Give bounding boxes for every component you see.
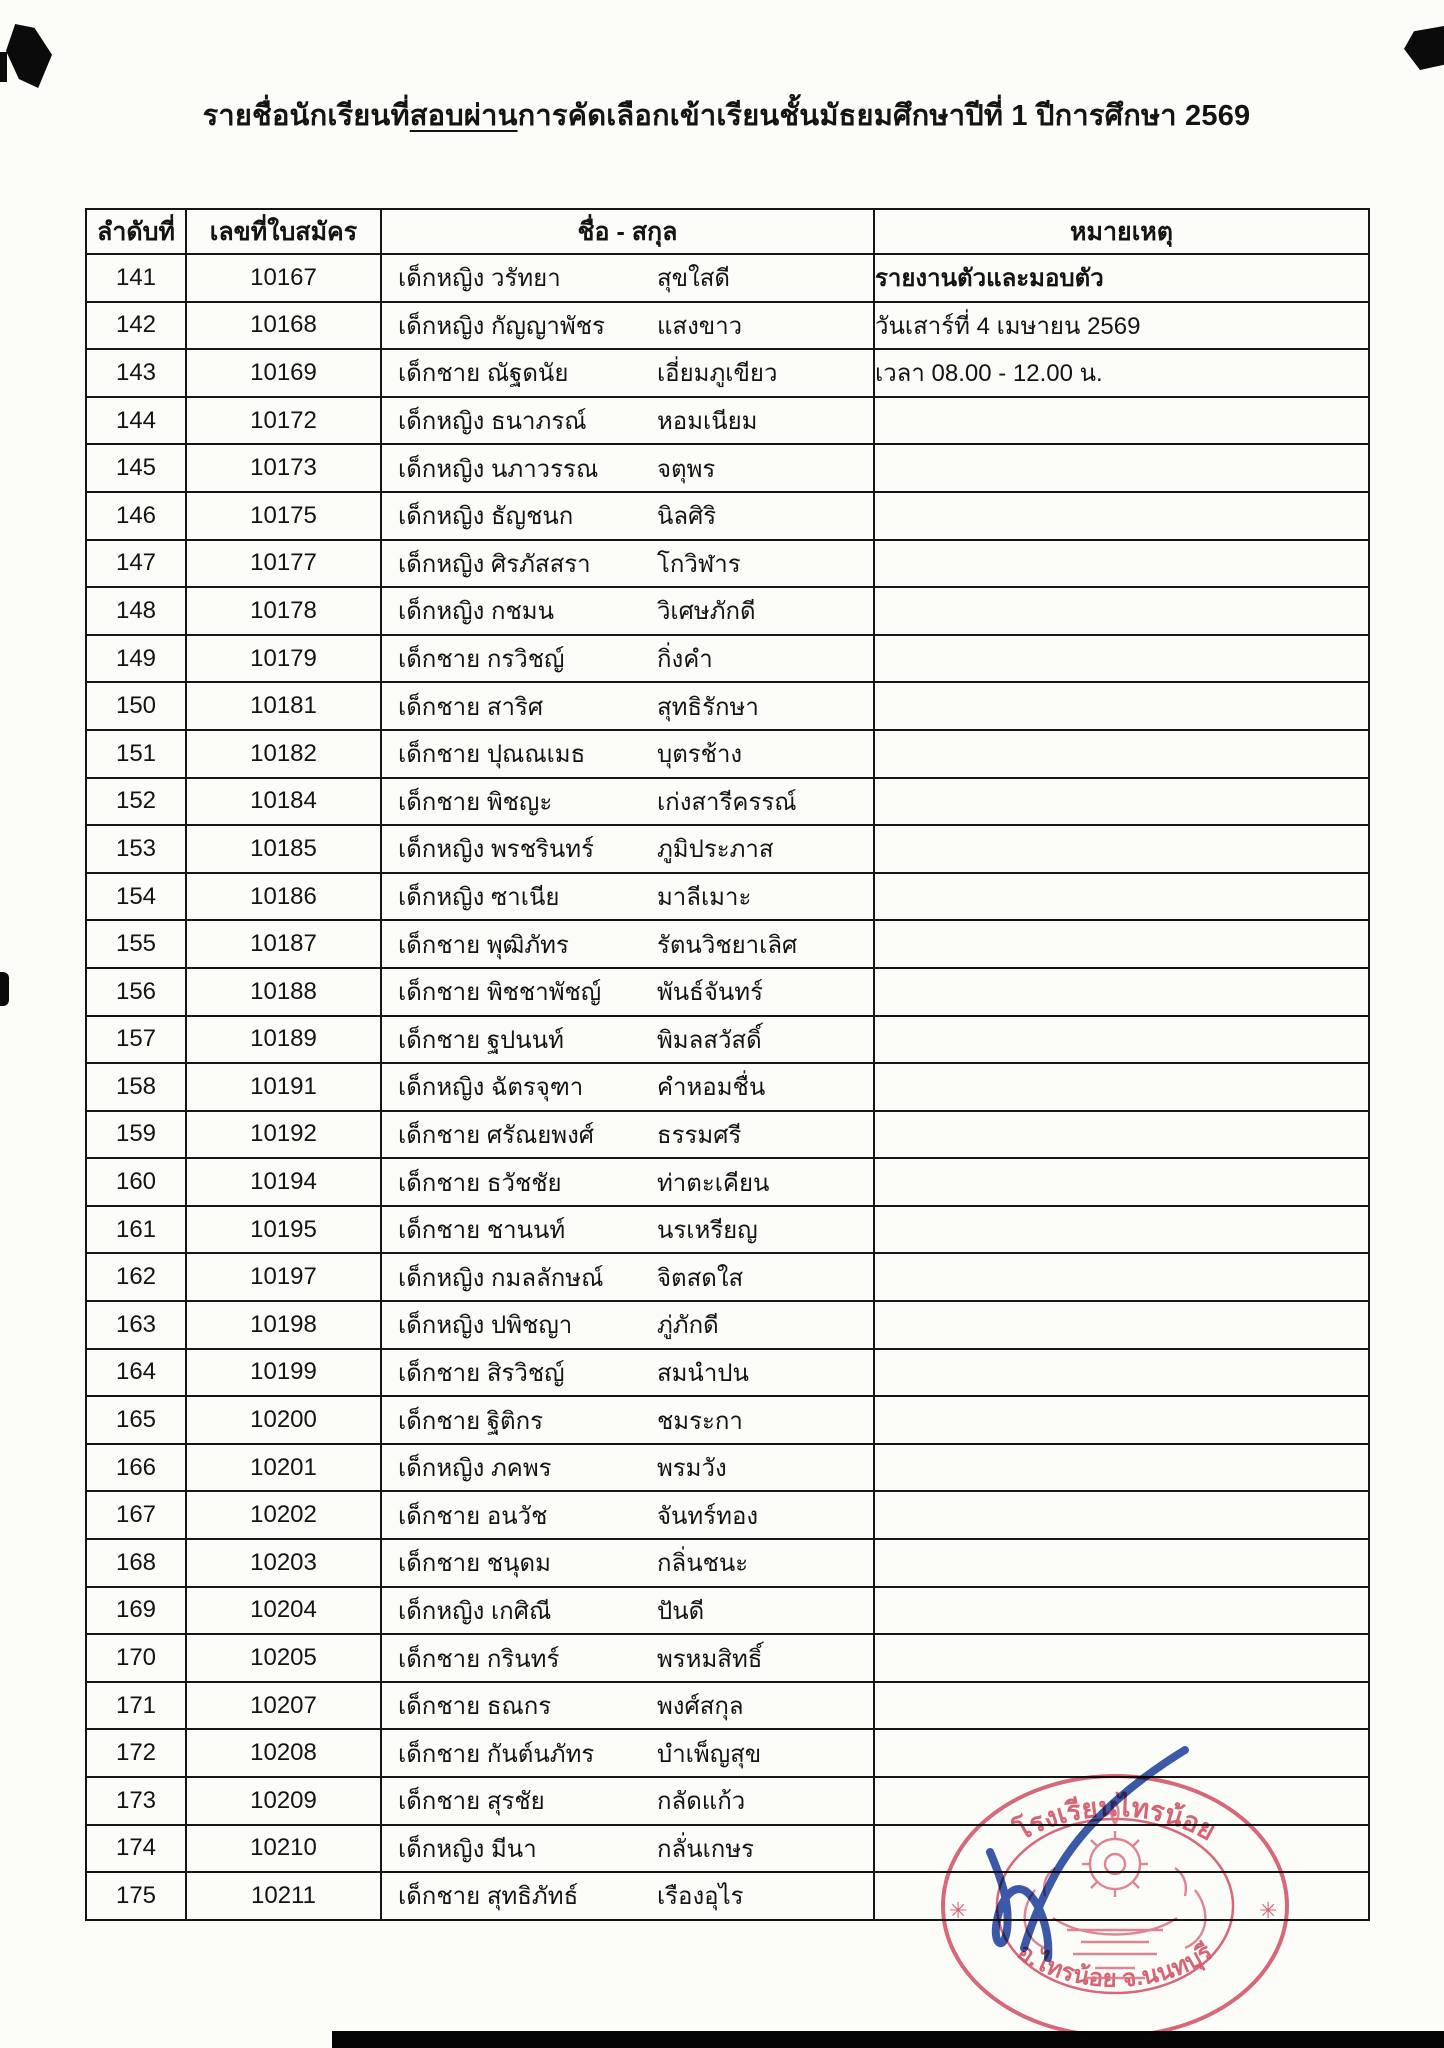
- row-given-name: เด็กหญิง ภคพร: [398, 1455, 552, 1483]
- row-name-cell: [381, 1729, 874, 1777]
- row-name-cell: [381, 778, 874, 826]
- table-row: [86, 1349, 1369, 1397]
- table-row: [86, 1491, 1369, 1539]
- row-surname: ชมระกา: [656, 1407, 743, 1435]
- table-row: [86, 1111, 1369, 1159]
- row-given-name: เด็กหญิง กัญญาพัชร: [398, 312, 605, 340]
- row-remark: [874, 1206, 1369, 1254]
- table-row: [86, 730, 1369, 778]
- row-number: 172: [86, 1729, 186, 1777]
- row-number: 147: [86, 540, 186, 588]
- row-number: 168: [86, 1539, 186, 1587]
- row-surname: พรหมสิทธิ์: [656, 1645, 763, 1673]
- row-name-cell: [381, 1016, 874, 1064]
- row-number: 149: [86, 635, 186, 683]
- row-surname: กลิ่นชนะ: [656, 1550, 749, 1578]
- row-application-number: 10204: [186, 1587, 381, 1635]
- row-remark: [874, 778, 1369, 826]
- row-name-cell: [381, 1349, 874, 1397]
- table-row: [86, 1063, 1369, 1111]
- table-row: [86, 1206, 1369, 1254]
- table-row: [86, 1253, 1369, 1301]
- row-surname: สมนำปน: [656, 1359, 749, 1387]
- signature: [960, 1730, 1220, 1980]
- row-name-cell: [381, 397, 874, 445]
- row-application-number: 10201: [186, 1444, 381, 1492]
- row-number: 162: [86, 1253, 186, 1301]
- row-remark: [874, 635, 1369, 683]
- row-number: 175: [86, 1872, 186, 1920]
- row-number: 157: [86, 1016, 186, 1064]
- table-row: [86, 302, 1369, 350]
- row-surname: ปันดี: [656, 1597, 705, 1625]
- row-remark: [874, 825, 1369, 873]
- row-remark: [874, 873, 1369, 921]
- row-number: 151: [86, 730, 186, 778]
- row-number: 170: [86, 1634, 186, 1682]
- row-number: 145: [86, 444, 186, 492]
- row-remark: [874, 540, 1369, 588]
- row-surname: เอี่ยมภูเขียว: [656, 360, 778, 388]
- row-surname: สุขใสดี: [656, 265, 730, 293]
- row-application-number: 10186: [186, 873, 381, 921]
- table-row: [86, 635, 1369, 683]
- row-given-name: เด็กชาย พุฒิภัทร: [398, 931, 569, 959]
- row-surname: จตุพร: [656, 455, 716, 483]
- row-application-number: 10187: [186, 920, 381, 968]
- row-given-name: เด็กหญิง เกศิณี: [398, 1597, 552, 1625]
- page-title: [85, 92, 1368, 138]
- row-number: 146: [86, 492, 186, 540]
- row-application-number: 10210: [186, 1825, 381, 1873]
- table-row: [86, 1444, 1369, 1492]
- row-given-name: เด็กหญิง วรัทยา: [398, 265, 561, 293]
- row-remark: [874, 1301, 1369, 1349]
- row-given-name: เด็กชาย ณัฐดนัย: [398, 360, 569, 388]
- row-application-number: 10197: [186, 1253, 381, 1301]
- row-given-name: เด็กชาย ชนุดม: [398, 1550, 551, 1578]
- row-application-number: 10203: [186, 1539, 381, 1587]
- row-given-name: เด็กหญิง ธัญชนก: [398, 503, 574, 531]
- row-number: 148: [86, 587, 186, 635]
- row-number: 152: [86, 778, 186, 826]
- row-given-name: เด็กหญิง ธนาภรณ์: [398, 408, 587, 436]
- row-name-cell: [381, 1777, 874, 1825]
- row-name-cell: [381, 1825, 874, 1873]
- table-row: [86, 1396, 1369, 1444]
- row-remark: [874, 587, 1369, 635]
- row-application-number: 10189: [186, 1016, 381, 1064]
- table-row: [86, 920, 1369, 968]
- table-row: [86, 492, 1369, 540]
- row-given-name: เด็กชาย ธวัชชัย: [398, 1169, 562, 1197]
- table-row: [86, 825, 1369, 873]
- row-surname: เรืองอุไร: [656, 1883, 744, 1911]
- row-remark: รายงานตัวและมอบตัว: [874, 254, 1369, 302]
- scan-artifact-top-right: [1404, 26, 1444, 70]
- row-surname: นิลศิริ: [656, 503, 717, 531]
- row-name-cell: [381, 1253, 874, 1301]
- row-surname: พิมลสวัสดิ์: [656, 1026, 762, 1054]
- row-given-name: เด็กหญิง ซาเนีย: [398, 884, 560, 912]
- row-name-cell: [381, 1206, 874, 1254]
- row-given-name: เด็กหญิง ศิรภัสสรา: [398, 550, 591, 578]
- row-given-name: เด็กชาย สุทธิภัทธ์: [398, 1883, 579, 1911]
- row-surname: บุตรช้าง: [656, 741, 743, 769]
- row-remark: [874, 1253, 1369, 1301]
- scan-artifact-top-left-edge: [0, 52, 7, 82]
- row-number: 156: [86, 968, 186, 1016]
- table-row: [86, 1301, 1369, 1349]
- table-row: [86, 540, 1369, 588]
- row-given-name: เด็กชาย อนวัช: [398, 1502, 548, 1530]
- row-surname: พันธ์จันทร์: [656, 979, 764, 1007]
- row-number: 164: [86, 1349, 186, 1397]
- stamp-star-left-icon: ✳: [949, 1898, 968, 1923]
- row-remark: [874, 492, 1369, 540]
- row-given-name: เด็กหญิง กมลลักษณ์: [398, 1264, 604, 1292]
- row-remark: [874, 1539, 1369, 1587]
- row-name-cell: [381, 1539, 874, 1587]
- row-application-number: 10178: [186, 587, 381, 635]
- row-number: 155: [86, 920, 186, 968]
- row-application-number: 10185: [186, 825, 381, 873]
- row-surname: สุทธิรักษา: [656, 693, 759, 721]
- row-application-number: 10200: [186, 1396, 381, 1444]
- row-given-name: เด็กชาย กรินทร์: [398, 1645, 560, 1673]
- row-number: 173: [86, 1777, 186, 1825]
- row-name-cell: [381, 444, 874, 492]
- row-name-cell: [381, 254, 874, 302]
- row-name-cell: [381, 1587, 874, 1635]
- row-name-cell: [381, 825, 874, 873]
- row-given-name: เด็กหญิง มีนา: [398, 1835, 537, 1863]
- row-name-cell: [381, 682, 874, 730]
- row-application-number: 10192: [186, 1111, 381, 1159]
- table-row: [86, 254, 1369, 302]
- table-row: [86, 349, 1369, 397]
- row-application-number: 10194: [186, 1158, 381, 1206]
- row-remark: [874, 1349, 1369, 1397]
- row-surname: เก่งสารีครรณ์: [656, 788, 797, 816]
- row-surname: ภู่ภักดี: [656, 1312, 719, 1340]
- row-name-cell: [381, 587, 874, 635]
- row-number: 144: [86, 397, 186, 445]
- table-row: [86, 444, 1369, 492]
- header-application-number: เลขที่ใบสมัคร: [186, 209, 381, 254]
- table-row: [86, 873, 1369, 921]
- row-application-number: 10195: [186, 1206, 381, 1254]
- row-remark: [874, 1111, 1369, 1159]
- row-given-name: เด็กชาย กันต์นภัทร: [398, 1740, 595, 1768]
- row-surname: กลั่นเกษร: [656, 1835, 755, 1863]
- stamp-star-right-icon: ✳: [1259, 1898, 1278, 1923]
- stamp-district-province: อ.ไทรน้อย จ.นนทบุรี: [1012, 1938, 1218, 1993]
- row-application-number: 10188: [186, 968, 381, 1016]
- row-given-name: เด็กหญิง ปพิชญา: [398, 1312, 573, 1340]
- row-name-cell: [381, 540, 874, 588]
- row-application-number: 10172: [186, 397, 381, 445]
- row-name-cell: [381, 1111, 874, 1159]
- row-given-name: เด็กชาย สาริศ: [398, 693, 544, 721]
- row-remark: [874, 397, 1369, 445]
- row-remark: [874, 682, 1369, 730]
- row-application-number: 10177: [186, 540, 381, 588]
- row-name-cell: [381, 349, 874, 397]
- row-number: 143: [86, 349, 186, 397]
- row-surname: บำเพ็ญสุข: [656, 1740, 762, 1768]
- row-surname: รัตนวิชยาเลิศ: [656, 931, 798, 959]
- row-name-cell: [381, 1063, 874, 1111]
- row-number: 165: [86, 1396, 186, 1444]
- row-number: 158: [86, 1063, 186, 1111]
- row-surname: โกวิฬาร: [656, 550, 741, 578]
- row-remark: [874, 968, 1369, 1016]
- row-name-cell: [381, 1444, 874, 1492]
- row-given-name: เด็กชาย พิชชาพัชญ์: [398, 979, 602, 1007]
- row-given-name: เด็กหญิง ฉัตรจุฑา: [398, 1074, 584, 1102]
- row-surname: พรมวัง: [656, 1455, 727, 1483]
- row-given-name: เด็กชาย กรวิชญ์: [398, 646, 565, 674]
- row-application-number: 10182: [186, 730, 381, 778]
- row-application-number: 10167: [186, 254, 381, 302]
- table-header-row: [86, 209, 1369, 254]
- row-number: 153: [86, 825, 186, 873]
- row-number: 142: [86, 302, 186, 350]
- row-name-cell: [381, 873, 874, 921]
- table-row: [86, 1634, 1369, 1682]
- row-given-name: เด็กชาย สิรวิชญ์: [398, 1359, 565, 1387]
- table-row: [86, 397, 1369, 445]
- row-surname: แสงขาว: [656, 312, 743, 340]
- row-application-number: 10211: [186, 1872, 381, 1920]
- row-application-number: 10202: [186, 1491, 381, 1539]
- row-remark: เวลา 08.00 - 12.00 น.: [874, 349, 1369, 397]
- row-application-number: 10209: [186, 1777, 381, 1825]
- scan-artifact-top-left: [6, 24, 52, 88]
- row-name-cell: [381, 730, 874, 778]
- row-name-cell: [381, 1634, 874, 1682]
- row-remark: [874, 444, 1369, 492]
- row-remark: วันเสาร์ที่ 4 เมษายน 2569: [874, 302, 1369, 350]
- table-row: [86, 778, 1369, 826]
- table-row: [86, 587, 1369, 635]
- row-surname: มาลีเมาะ: [656, 884, 752, 912]
- row-name-cell: [381, 635, 874, 683]
- row-surname: ธรรมศรี: [656, 1121, 742, 1149]
- row-name-cell: [381, 920, 874, 968]
- row-number: 167: [86, 1491, 186, 1539]
- title-prefix: รายชื่อนักเรียนที่: [202, 100, 410, 132]
- title-underlined-word: สอบผ่าน: [409, 100, 518, 132]
- row-application-number: 10198: [186, 1301, 381, 1349]
- row-number: 174: [86, 1825, 186, 1873]
- table-row: [86, 1016, 1369, 1064]
- table-row: [86, 1539, 1369, 1587]
- row-number: 161: [86, 1206, 186, 1254]
- row-surname: หอมเนียม: [656, 408, 758, 436]
- row-given-name: เด็กหญิง กชมน: [398, 598, 555, 626]
- row-name-cell: [381, 302, 874, 350]
- row-application-number: 10179: [186, 635, 381, 683]
- row-application-number: 10169: [186, 349, 381, 397]
- row-name-cell: [381, 492, 874, 540]
- row-name-cell: [381, 1396, 874, 1444]
- row-application-number: 10181: [186, 682, 381, 730]
- row-surname: กลัดแก้ว: [656, 1788, 746, 1816]
- header-name-surname: ชื่อ - สกุล: [381, 209, 874, 254]
- row-name-cell: [381, 1301, 874, 1349]
- header-number: ลำดับที่: [86, 209, 186, 254]
- row-application-number: 10184: [186, 778, 381, 826]
- row-number: 160: [86, 1158, 186, 1206]
- row-name-cell: [381, 968, 874, 1016]
- row-remark: [874, 730, 1369, 778]
- row-surname: กิ่งคำ: [656, 646, 713, 674]
- row-given-name: เด็กชาย สุรชัย: [398, 1788, 545, 1816]
- row-application-number: 10199: [186, 1349, 381, 1397]
- title-suffix: การคัดเลือกเข้าเรียนชั้นมัธยมศึกษาปีที่ 1 ปีการศึกษา 2569: [517, 100, 1251, 132]
- student-roster-table: [85, 208, 1370, 1921]
- row-remark: [874, 1587, 1369, 1635]
- row-number: 150: [86, 682, 186, 730]
- row-given-name: เด็กชาย ธณกร: [398, 1693, 552, 1721]
- row-remark: [874, 1491, 1369, 1539]
- row-number: 154: [86, 873, 186, 921]
- row-application-number: 10175: [186, 492, 381, 540]
- row-number: 159: [86, 1111, 186, 1159]
- row-remark: [874, 1158, 1369, 1206]
- row-number: 163: [86, 1301, 186, 1349]
- table-row: [86, 1682, 1369, 1730]
- row-given-name: เด็กหญิง นภาวรรณ: [398, 455, 599, 483]
- row-number: 169: [86, 1587, 186, 1635]
- row-surname: จิตสดใส: [656, 1264, 744, 1292]
- row-number: 166: [86, 1444, 186, 1492]
- row-name-cell: [381, 1158, 874, 1206]
- row-remark: [874, 1396, 1369, 1444]
- row-given-name: เด็กชาย ชานนท์: [398, 1217, 566, 1245]
- row-name-cell: [381, 1872, 874, 1920]
- row-application-number: 10173: [186, 444, 381, 492]
- row-remark: [874, 920, 1369, 968]
- scan-artifact-left-edge: [0, 972, 9, 1006]
- row-name-cell: [381, 1491, 874, 1539]
- table-row: [86, 1158, 1369, 1206]
- row-remark: [874, 1682, 1369, 1730]
- row-given-name: เด็กชาย ฐปนนท์: [398, 1026, 564, 1054]
- header-remarks: หมายเหตุ: [874, 209, 1369, 254]
- row-surname: นรเหรียญ: [656, 1217, 758, 1245]
- row-application-number: 10168: [186, 302, 381, 350]
- table-row: [86, 1587, 1369, 1635]
- row-application-number: 10191: [186, 1063, 381, 1111]
- row-remark: [874, 1016, 1369, 1064]
- row-application-number: 10205: [186, 1634, 381, 1682]
- row-surname: ท่าตะเคียน: [656, 1169, 770, 1197]
- row-surname: ภูมิประภาส: [656, 836, 774, 864]
- table-row: [86, 682, 1369, 730]
- row-given-name: เด็กชาย ฐิติกร: [398, 1407, 544, 1435]
- row-number: 141: [86, 254, 186, 302]
- row-remark: [874, 1063, 1369, 1111]
- stamp-school-name: โรงเรียนไทรน้อย: [1009, 1791, 1221, 1847]
- row-surname: คำหอมชื่น: [656, 1074, 766, 1102]
- row-surname: จันทร์ทอง: [656, 1502, 759, 1530]
- row-surname: วิเศษภักดี: [656, 598, 756, 626]
- row-given-name: เด็กชาย พิชญะ: [398, 788, 553, 816]
- table-row: [86, 968, 1369, 1016]
- row-given-name: เด็กชาย ศรัณยพงศ์: [398, 1121, 595, 1149]
- row-remark: [874, 1634, 1369, 1682]
- row-remark: [874, 1444, 1369, 1492]
- row-given-name: เด็กหญิง พรชรินทร์: [398, 836, 594, 864]
- row-name-cell: [381, 1682, 874, 1730]
- row-given-name: เด็กชาย ปุณณเมธ: [398, 741, 586, 769]
- row-application-number: 10208: [186, 1729, 381, 1777]
- row-surname: พงศ์สกุล: [656, 1693, 744, 1721]
- row-application-number: 10207: [186, 1682, 381, 1730]
- row-number: 171: [86, 1682, 186, 1730]
- student-table-body: [86, 254, 1369, 1920]
